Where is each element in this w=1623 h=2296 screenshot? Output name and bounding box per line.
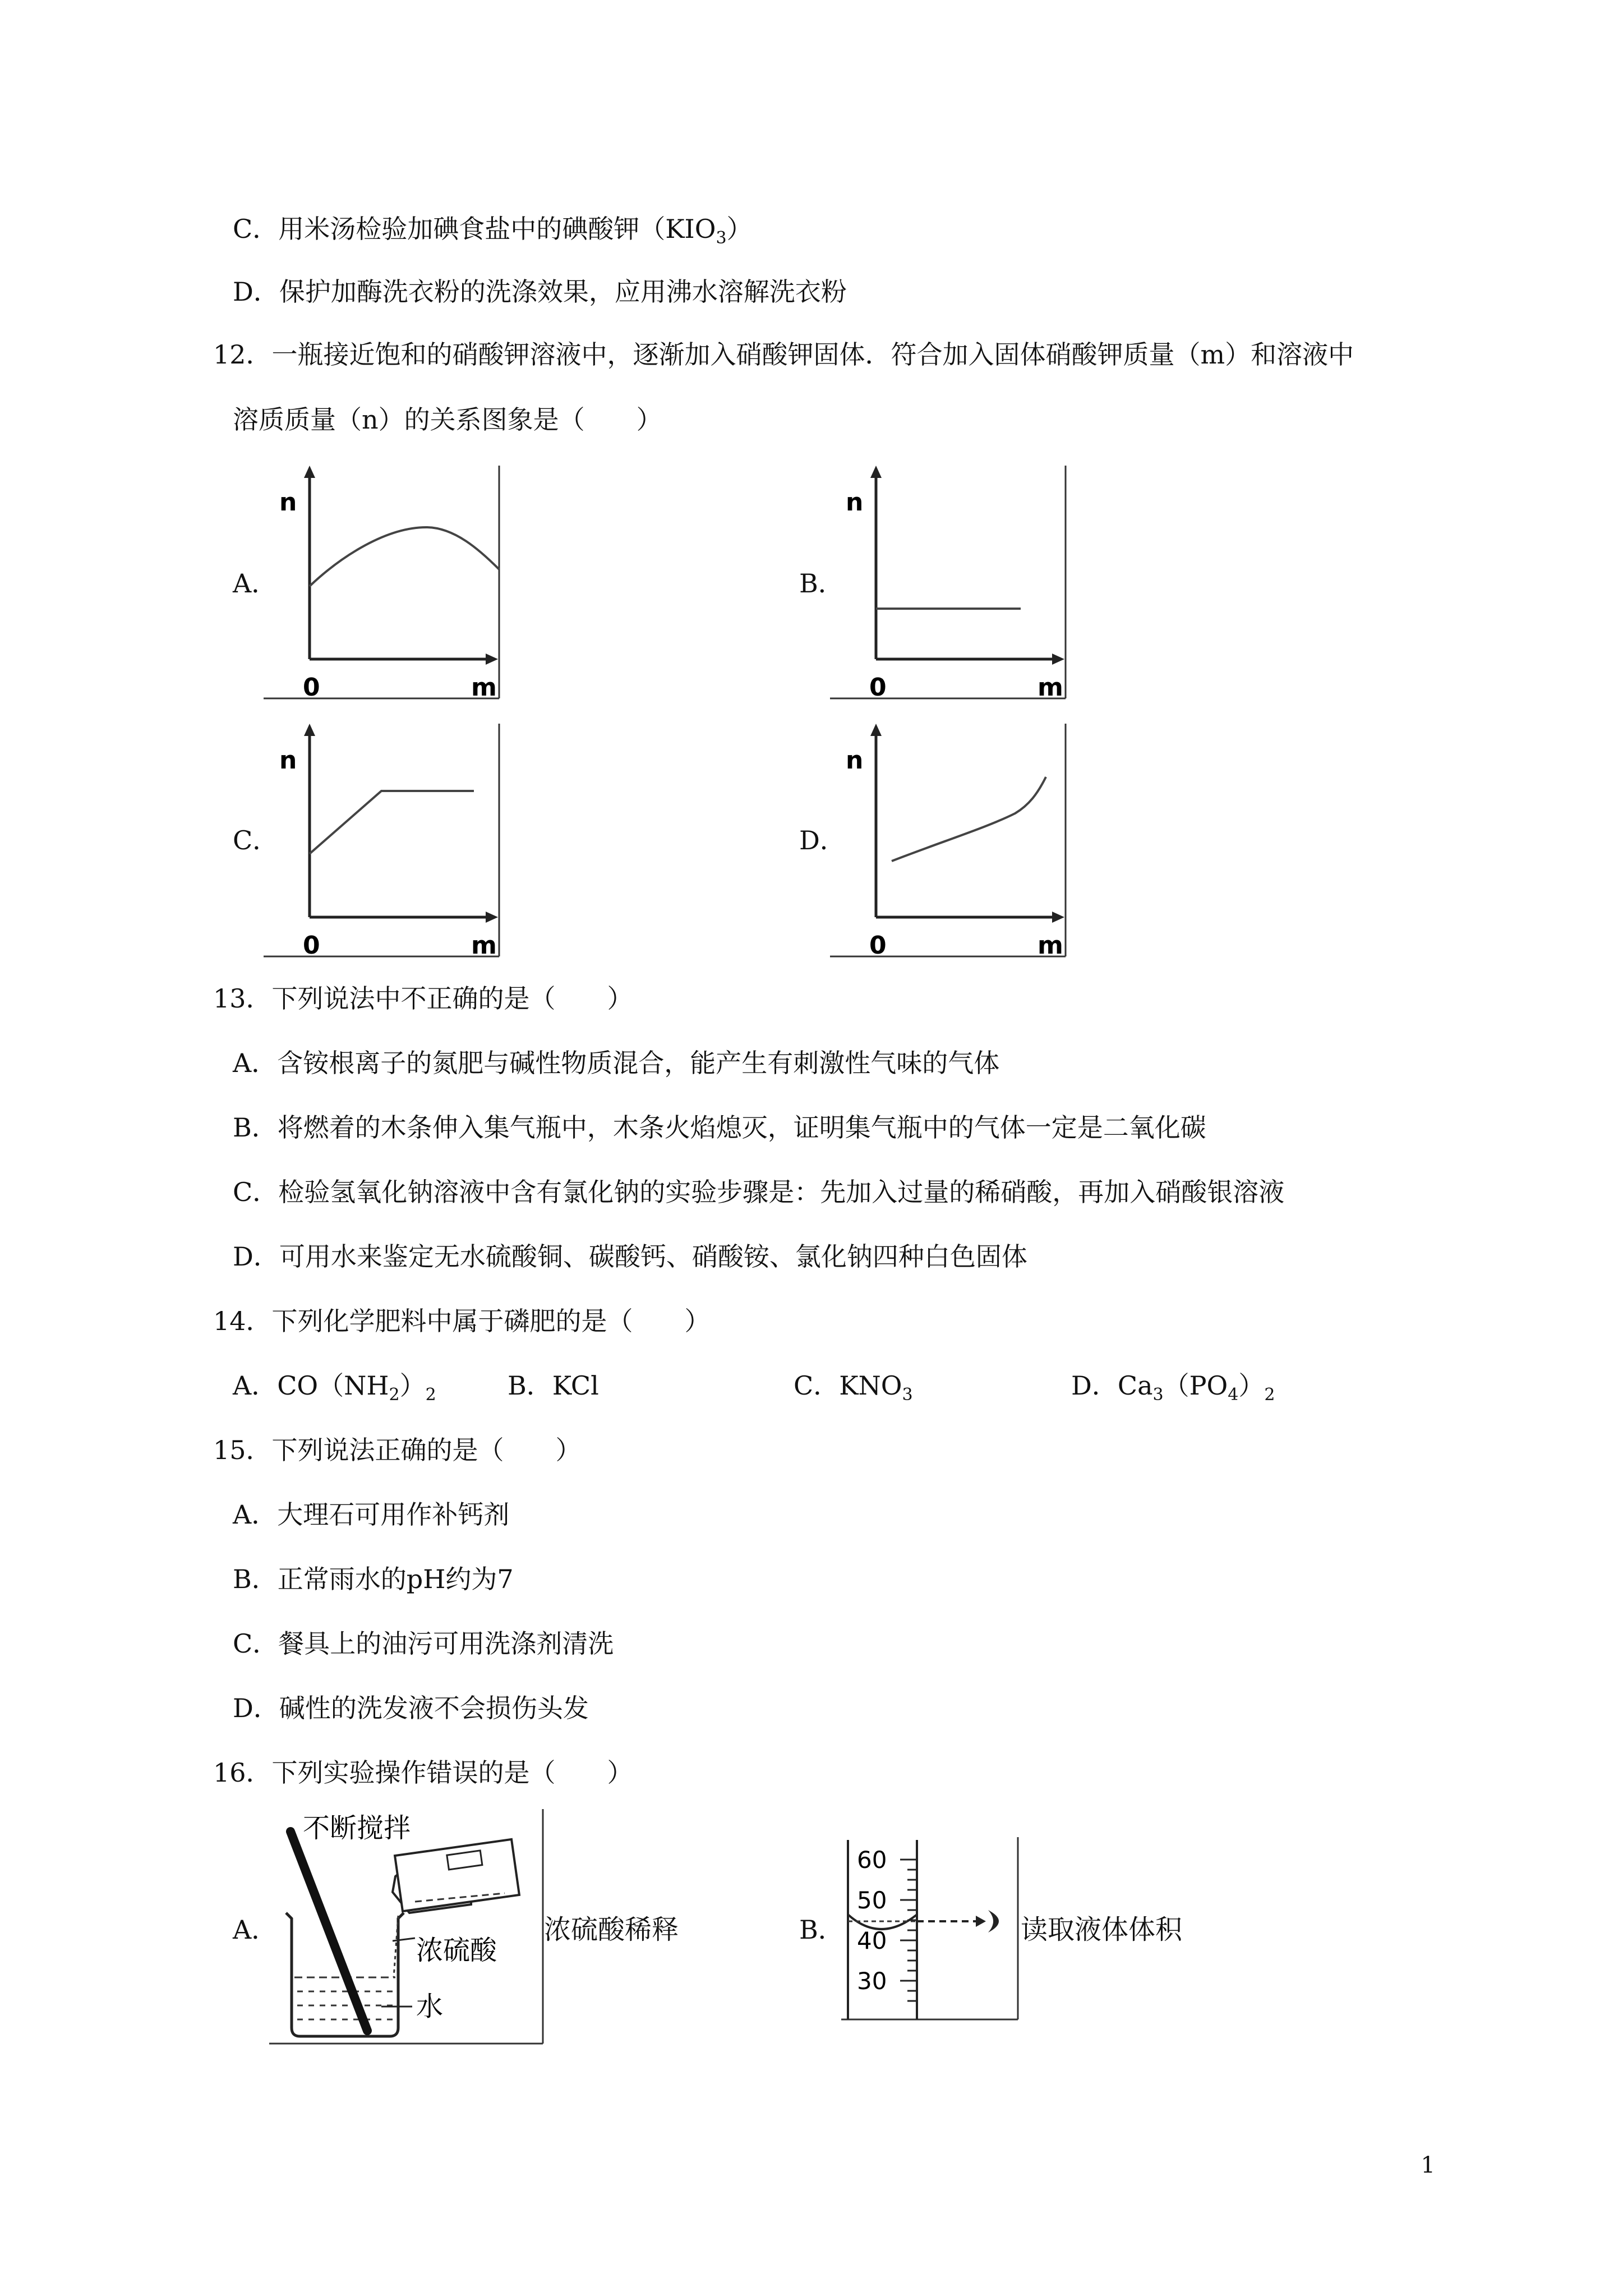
q12-label-c: C． (233, 825, 279, 855)
eye-icon (988, 1910, 999, 1932)
q13-option-a: A．含铵根离子的氮肥与碱性物质混合，能产生有刺激性气味的气体 (233, 1048, 1000, 1078)
x-axis-label: m (1038, 931, 1063, 960)
q16-label-a: A． (233, 1915, 278, 1945)
stir-label: 不断搅拌 (303, 1812, 411, 1844)
tick-60: 60 (857, 1846, 887, 1874)
q16-caption-a: 浓硫酸稀释 (544, 1914, 679, 1945)
water-label: 水 (416, 1991, 444, 2022)
y-axis-arrow (304, 724, 315, 736)
q13-stem: 13．下列说法中不正确的是（ ） (213, 983, 633, 1014)
origin-label: 0 (303, 931, 320, 960)
q12-graph-a (264, 466, 505, 701)
y-axis-label: n (846, 746, 864, 775)
q15-option-c: C．餐具上的油污可用洗涤剂清洗 (233, 1628, 614, 1659)
q12-label-d: D． (799, 825, 846, 855)
y-axis-label: n (846, 488, 864, 517)
origin-label: 0 (303, 673, 320, 702)
origin-label: 0 (869, 931, 887, 960)
q14-option-d: D．$Ca_3(PO_4)_2$ (1071, 1370, 1275, 1405)
y-axis-arrow (870, 466, 882, 478)
q12-graph-b (830, 466, 1071, 701)
x-axis-arrow (1052, 654, 1064, 665)
q11-option-d: D．保护加酶洗衣粉的洗涤效果，应用沸水溶解洗衣粉 (233, 277, 847, 307)
page-number: 1 (1421, 2152, 1435, 2178)
q13-option-d: D．可用水来鉴定无水硫酸铜、碳酸钙、硝酸铵、氯化钠四种白色固体 (233, 1241, 1027, 1272)
q16-label-b: B． (799, 1915, 844, 1945)
sight-arrow (976, 1916, 986, 1927)
q12-label-a: A． (233, 568, 278, 599)
x-axis-label: m (471, 673, 497, 702)
acid-bottle (395, 1839, 519, 1911)
q16-figure-cylinder (841, 1837, 1021, 2022)
x-axis-arrow (486, 912, 498, 923)
x-axis-label: m (1038, 673, 1063, 702)
curve-rise-plateau (310, 791, 474, 854)
y-axis-arrow (304, 466, 315, 478)
scale-ticks (900, 1860, 917, 2001)
tick-30: 30 (857, 1967, 887, 1995)
tick-40: 40 (857, 1927, 887, 1954)
tick-50: 50 (857, 1887, 887, 1914)
q13-option-c: C．检验氢氧化钠溶液中含有氯化钠的实验步骤是：先加入过量的稀硝酸，再加入硝酸银溶液 (233, 1177, 1285, 1207)
q15-option-a: A．大理石可用作补钙剂 (233, 1499, 510, 1530)
q14-stem: 14．下列化学肥料中属于磷肥的是（ ） (213, 1306, 711, 1336)
q15-stem: 15．下列说法正确的是（ ） (213, 1435, 582, 1465)
curve-rise-fall (310, 527, 499, 586)
x-axis-arrow (486, 654, 498, 665)
q12-stem-line1: 12．一瓶接近饱和的硝酸钾溶液中，逐渐加入硝酸钾固体．符合加入固体硝酸钾质量（m）和溶液中 (213, 339, 1354, 370)
x-axis-label: m (471, 931, 497, 960)
q15-option-b: B．正常雨水的pH约为7 (233, 1564, 514, 1594)
acid-label: 浓硫酸 (416, 1935, 497, 1966)
q16-stem: 16．下列实验操作错误的是（ ） (213, 1757, 633, 1788)
q16-caption-b: 读取液体体积 (1021, 1914, 1183, 1945)
q12-graph-d (830, 724, 1071, 959)
origin-label: 0 (869, 673, 887, 702)
y-axis-arrow (870, 724, 882, 736)
q11-option-c: C．用米汤检验加碘食盐中的碘酸钾$(KIO_3)$ (233, 214, 753, 248)
y-axis-label: n (279, 488, 297, 517)
q16-figure-dilution (269, 1809, 544, 2045)
q14-option-b: B．KCl (508, 1370, 599, 1401)
q14-option-a: A．$CO(NH_2)_2$ (233, 1370, 436, 1405)
glass-rod (291, 1832, 367, 2031)
q12-stem-line2: 溶质质量（n）的关系图象是（ ） (233, 404, 662, 435)
q15-option-d: D．碱性的洗发液不会损伤头发 (233, 1693, 589, 1723)
q12-graph-c (264, 724, 505, 959)
x-axis-arrow (1052, 912, 1064, 923)
q13-option-b: B．将燃着的木条伸入集气瓶中，木条火焰熄灭，证明集气瓶中的气体一定是二氧化碳 (233, 1112, 1206, 1143)
q12-label-b: B． (799, 568, 844, 599)
q14-option-c: C．$KNO_3$ (794, 1370, 913, 1405)
y-axis-label: n (279, 746, 297, 775)
curve-accelerating (892, 777, 1046, 861)
